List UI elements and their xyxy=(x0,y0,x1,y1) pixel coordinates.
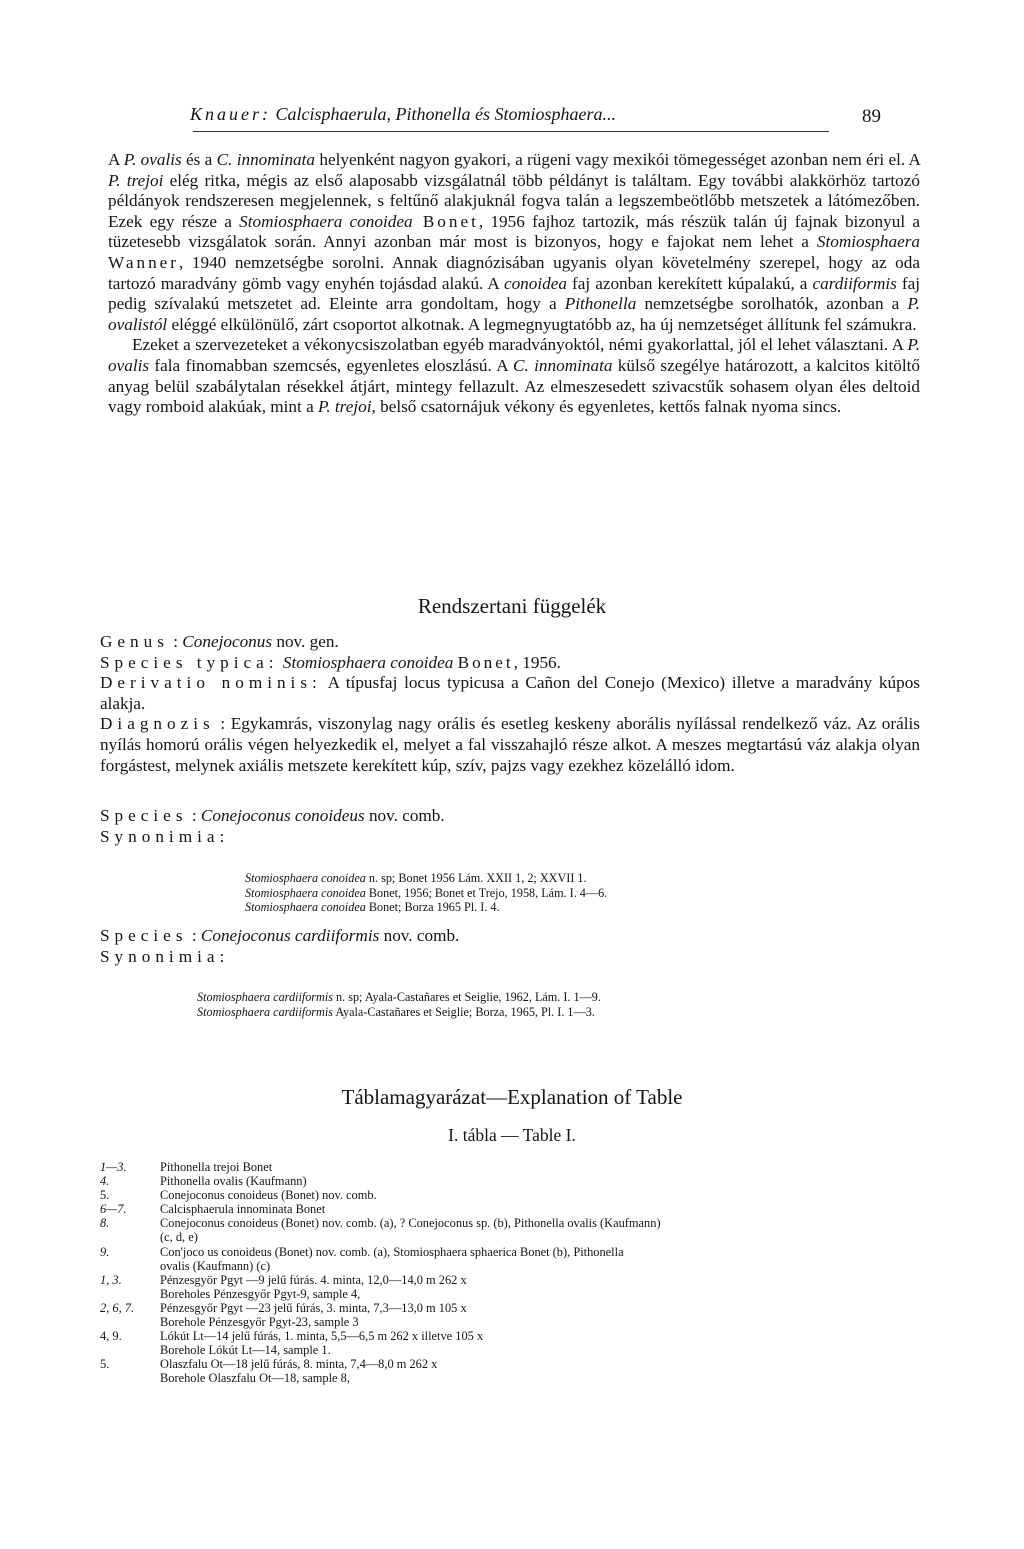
synonym-line xyxy=(245,886,607,901)
text-run: nemzetségbe sorolhatók, azonban a xyxy=(636,294,908,314)
header-rule xyxy=(193,131,829,132)
taxon-name: P. trejoi xyxy=(108,170,164,190)
header-author: Knauer: xyxy=(190,104,271,124)
text-run: , 1940 nemzetségbe sorolni. Annak diagnózisában ugyanis olyan követelmény szerepel, hogy az oda tartozó maradvány gömb vagy enyhén tojásdad alakú. A xyxy=(108,252,920,293)
row-text: Borehole Pénzesgyőr Pgyt-23, sample 3 xyxy=(160,1315,359,1330)
species-2-synonimia-label: Synonimia: xyxy=(100,946,230,966)
species-2-line: Species : Conejoconus cardiiformis nov. comb. xyxy=(100,926,460,945)
text-run: A xyxy=(108,150,124,169)
text-run: faj pedig szívalakú metszetet ad. Eleinte arra gondoltam, hogy a xyxy=(108,273,921,314)
synonym-name: Stomiosphaera conoidea xyxy=(245,885,366,900)
row-text: Boreholes Pénzesgyőr Pgyt-9, sample 4, xyxy=(160,1286,361,1301)
row-number: 5. xyxy=(100,1188,110,1203)
p2-text-b: fala finomabban szemcsés, egyenletes eloszlású. A xyxy=(149,355,514,375)
text-run: faj azonban kerekített kúpalakú, a xyxy=(566,273,813,293)
text-run: Bonet xyxy=(412,211,479,231)
diagnozis-line: Diagnozis : Egykamrás, viszonylag nagy orális és esetleg keskeny aborális nyílással rendelkező váz. Az orális nyílás homorú orális végen helyezkedik el, melyet a fal visszahajló része alkot. A meszes megtartású váz alakja olyan forgástest, melynek axiális metszete kerekített kúp, szív, pajzs vagy ezekhez közelálló idom. xyxy=(100,714,920,775)
row-text: Conejoconus conoideus (Bonet) nov. comb. xyxy=(160,1188,377,1203)
synonym-name: Stomiosphaera conoidea xyxy=(245,871,366,885)
species-typica-year: , 1956. xyxy=(513,652,561,672)
synonym-ref: Bonet, 1956; Bonet et Trejo, 1958, Lám. I. 4—6. xyxy=(368,885,608,900)
species-1-line: Species : Conejoconus conoideus nov. comb. xyxy=(100,806,445,825)
species-2-synonyms xyxy=(197,990,601,1019)
diagnozis-label: Diagnozis xyxy=(100,714,215,734)
header-title: Calcisphaerula, Pithonella és Stomiosphaera... xyxy=(275,104,616,124)
text-run: elég ritka, mégis az első alaposabb vizsgálatnál több példányt is találtam. Egy további alakkörhöz tartozó példányok rendszeresen megjelennek, s feltűnő alakjuknál fogva talán a legszembeötlőbb metszetek a látómezőben. Ezek egy része a xyxy=(108,170,920,231)
taxon-name: Pithonella xyxy=(564,294,637,314)
row-text: Calcisphaerula innominata Bonet xyxy=(160,1202,326,1217)
table-row xyxy=(100,1160,920,1174)
taxon-name: cardiiformis xyxy=(812,273,897,293)
appendix-heading: Rendszertani függelék xyxy=(417,594,607,618)
genus-label: Genus xyxy=(100,632,169,651)
body-text xyxy=(108,150,920,418)
paragraph-1 xyxy=(108,150,920,335)
taxon-name: P. ovalis xyxy=(123,150,182,169)
taxon-name: Stomiosphaera xyxy=(816,232,920,252)
synonym-line xyxy=(197,1005,601,1020)
row-text: Borehole Lókút Lt—14, sample 1. xyxy=(160,1343,331,1358)
row-text: (c, d, e) xyxy=(160,1230,198,1245)
row-text: Pénzesgyör Pgyt —9 jelű fúrás. 4. minta, 12,0—14,0 m 262 x xyxy=(160,1272,467,1287)
running-header xyxy=(190,104,820,125)
table-row xyxy=(100,1174,920,1188)
p2-taxon-1: P. ovalis xyxy=(108,335,920,375)
row-number: 6—7. xyxy=(100,1202,127,1217)
row-text: Pénzesgyőr Pgyt —23 jelű fúrás, 3. minta, 7,3—13,0 m 105 x xyxy=(160,1300,467,1315)
synonym-name: Stomiosphaera conoidea xyxy=(245,900,366,914)
row-text: Conejoconus conoideus (Bonet) nov. comb. (a), ? Conejoconus sp. (b), Pithonella ovalis (Kaufmann) xyxy=(160,1216,661,1231)
species-2-block xyxy=(100,926,920,967)
synonym-ref: Ayala-Castañares et Seiglie; Borza, 1965, Pl. I. 1—3. xyxy=(335,1004,595,1019)
row-number: 4, 9. xyxy=(100,1329,122,1344)
genus-suffix: nov. gen. xyxy=(276,632,339,651)
species-1-synonimia-label: Synonimia: xyxy=(100,826,230,846)
synonym-ref: n. sp; Ayala-Castañares et Seiglie, 1962, Lám. I. 1—9. xyxy=(336,990,601,1004)
synonym-ref: n. sp; Bonet 1956 Lám. XXII 1, 2; XXVII 1. xyxy=(368,871,587,885)
text-run: Wanner xyxy=(108,252,180,272)
synonym-name: Stomiosphaera cardiiformis xyxy=(197,1004,333,1019)
synonym-line xyxy=(197,990,601,1005)
page-number: 89 xyxy=(862,106,881,127)
table-row xyxy=(100,1357,920,1385)
p2-taxon-2: C. innominata xyxy=(513,355,613,375)
row-text: Borehole Olaszfalu Ot—18, sample 8, xyxy=(160,1371,350,1386)
derivatio-line xyxy=(100,673,920,714)
row-number: 1, 3. xyxy=(100,1272,122,1287)
genus-line: Genus : Conejoconus nov. gen. xyxy=(100,632,339,651)
appendix-block xyxy=(100,632,920,776)
species-1-synonyms xyxy=(245,871,607,915)
synonym-line xyxy=(245,900,607,915)
species-typica-value: Stomiosphaera conoidea xyxy=(282,652,454,672)
taxon-name: P. ovalistól xyxy=(108,294,920,334)
species-2-suffix: nov. comb. xyxy=(383,926,460,945)
text-run: és a xyxy=(181,150,217,169)
diagnozis-text: Egykamrás, viszonylag nagy orális és esetleg keskeny aborális nyílással rendelkező váz. Az orális nyílás homorú orális végen helyezkedik el, melyet a fal visszahajló része alkot. A meszes megtartású váz alakja olyan forgástest, melynek axiális metszete kerekített kúp, szív, pajzs vagy ezekhez közelálló idom. xyxy=(100,714,920,775)
table-row xyxy=(100,1216,920,1244)
species-2-label: Species xyxy=(100,926,188,945)
table-row xyxy=(100,1202,920,1216)
table-row xyxy=(100,1301,920,1329)
row-text: ovalis (Kaufmann) (c) xyxy=(160,1258,271,1273)
text-run: eléggé elkülönülő, zárt csoportot alkotnak. A legmegnyugtatóbb az, ha új nemzetséget állítunk fel számukra. xyxy=(167,314,917,334)
species-1-block xyxy=(100,806,920,847)
row-number: 4. xyxy=(100,1174,110,1189)
species-typica-label: Species typica: xyxy=(100,652,279,672)
row-number: 1—3. xyxy=(100,1160,127,1174)
explanation-subheading: I. tábla — Table I. xyxy=(448,1125,576,1145)
derivatio-text: A típusfaj locus typicusa a Cañon del Conejo (Mexico) illetve a maradvány kúpos alakja. xyxy=(100,673,920,713)
species-typica-author: Bonet xyxy=(457,652,514,672)
derivatio-label: Derivatio nominis: xyxy=(100,673,322,693)
table-row xyxy=(100,1245,920,1273)
synonym-ref: Bonet; Borza 1965 Pl. I. 4. xyxy=(368,900,500,914)
text-run: , 1956 fajhoz tartozik, más részük talán új fajnak bizonyul a tüzetesebb vizsgálatok során. Annyi azonban már most is bizonyos, hogy e fajokat nem lehet a xyxy=(108,211,920,252)
species-1-label: Species xyxy=(100,806,188,825)
species-1-name: Conejoconus conoideus xyxy=(200,806,365,825)
table-row xyxy=(100,1329,920,1357)
table-row xyxy=(100,1273,920,1301)
row-text: Olaszfalu Ot—18 jelű fúrás, 8. minta, 7,4—8,0 m 262 x xyxy=(160,1357,438,1372)
table-row xyxy=(100,1188,920,1202)
species-1-suffix: nov. comb. xyxy=(368,806,445,825)
row-number: 2, 6, 7. xyxy=(100,1300,135,1315)
synonym-line xyxy=(245,871,607,886)
explanation-table xyxy=(100,1160,920,1386)
species-2-name: Conejoconus cardiiformis xyxy=(200,926,380,945)
row-number: 8. xyxy=(100,1216,110,1231)
row-text: Pithonella ovalis (Kaufmann) xyxy=(160,1174,307,1189)
paragraph-2 xyxy=(108,335,920,417)
text-run: helyenként nagyon gyakori, a rügeni vagy mexikói tömegességet azonban nem éri el. A xyxy=(315,150,921,169)
row-text: Lókút Lt—14 jelű fúrás, 1. minta, 5,5—6,5 m 262 x illetve 105 x xyxy=(160,1329,484,1344)
row-text: Pithonella trejoi Bonet xyxy=(160,1160,273,1174)
explanation-heading: Táblamagyarázat—Explanation of Table xyxy=(341,1085,683,1109)
row-number: 9. xyxy=(100,1244,110,1259)
p2-text-a: Ezeket a szervezeteket a vékonycsiszolatban egyéb maradványoktól, némi gyakorlattal, jól el lehet választani. A xyxy=(132,335,908,355)
genus-value: Conejoconus xyxy=(182,632,273,651)
p2-text-c: külső szegélye határozott, a kalcitos kitöltő anyag belül szabálytalan résekkel átjárt, mintegy fellazult. Az elmeszesedett szivacstűk sohasem olyan éles deltoid vagy romboid alakúak, mint a xyxy=(108,355,920,417)
synonym-name: Stomiosphaera cardiiformis xyxy=(197,990,333,1004)
p2-taxon-3: P. trejoi xyxy=(318,397,372,417)
taxon-name: Stomiosphaera conoidea xyxy=(239,211,413,231)
p2-text-d: , belső csatornájuk vékony és egyenletes, kettős falnak nyoma sincs. xyxy=(371,397,842,417)
row-number: 5. xyxy=(100,1357,110,1372)
taxon-name: conoidea xyxy=(503,273,567,293)
taxon-name: C. innominata xyxy=(216,150,316,169)
species-typica-line xyxy=(100,653,920,674)
row-text: Con'joco us conoideus (Bonet) nov. comb. (a), Stomiosphaera sphaerica Bonet (b), Pithonella xyxy=(160,1244,624,1259)
